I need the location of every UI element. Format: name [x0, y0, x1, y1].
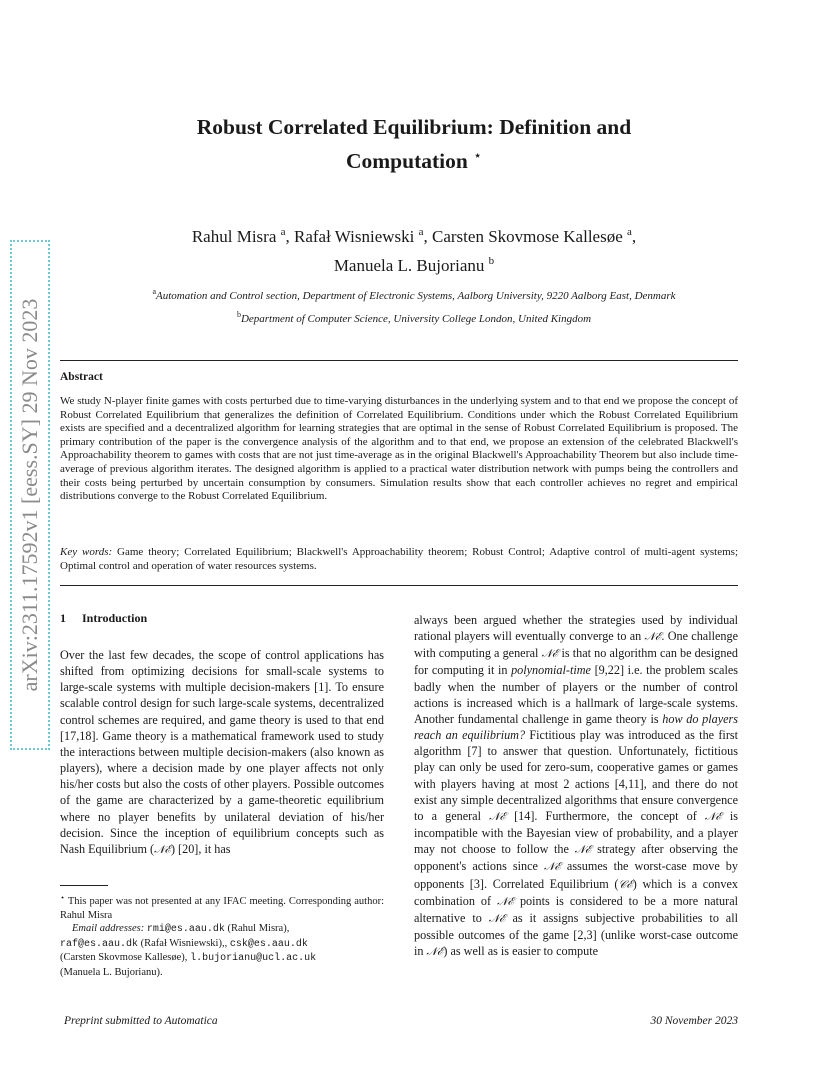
- ne-symbol: 𝒩ℰ: [541, 647, 559, 661]
- title-line-1: Robust Correlated Equilibrium: Definition and: [196, 115, 632, 139]
- abstract-text: We study N-player finite games with costs perturbed due to time-varying disturbances in the underlying system and to that end we propose the concept of Robust Correlated Equilibrium that generalizes the definition of Correlated Equilibrium. Conditions under which the Robust Correlated Equilibrium exists are specified and a decentralized algorithm for learning strategies that are optimal in the sense of Robust Correlated Equilibrium is proposed. The primary contribution of the paper is the convergence analysis of the algorithm and to that end, we propose an extension of the celebrated Blackwell's Approachability theorem to games with costs that are not just time-average as in the original Blackwell's Approachability Theorem but also include time-average of previous algorithm iterates. The designed algorithm is applied to a practical water distribution network with pumps being the controllers and their costs being perturbed by uncertain consumption by consumers. Simulation results show that each controller achieves no regret and empirical distributions converge to the Robust Correlated Equilibrium.: [60, 395, 738, 503]
- author-name: Rahul Misra: [191, 227, 277, 246]
- affiliation-mark: a: [152, 287, 157, 296]
- ne-symbol: 𝒩ℰ: [154, 842, 171, 856]
- ne-symbol: 𝒩ℰ: [489, 809, 506, 823]
- title-line-2: Computation: [346, 149, 468, 173]
- title-footnote-mark: ⋆: [473, 149, 482, 164]
- paragraph-text: . One challenge with computing a general: [414, 629, 738, 661]
- email-owner: (Rahul Misra),: [227, 923, 290, 935]
- paper-title: [120, 112, 708, 176]
- paragraph-text: always been argued whether the strategies used by individual rational players will eventually converge to an: [414, 613, 738, 644]
- ne-symbol: 𝒩ℰ: [497, 894, 514, 908]
- ne-symbol: 𝒩ℰ: [704, 809, 722, 823]
- footnote-text: This paper was not presented at any IFAC meeting. Corresponding author: Rahul Misra: [60, 896, 384, 921]
- arxiv-identifier: arXiv:2311.17592v1 [eess.SY] 29 Nov 2023: [17, 298, 42, 692]
- paragraph-text: ) [20], it has: [170, 841, 231, 856]
- ne-symbol: 𝒩ℰ: [488, 911, 506, 925]
- abstract-heading: Abstract: [60, 371, 103, 383]
- author-affil-mark: a: [280, 226, 286, 238]
- emphasis-text: how do players reach an equilibrium?: [414, 711, 738, 743]
- author-affil-mark: a: [418, 226, 424, 238]
- email-label: Email addresses:: [72, 923, 145, 935]
- email-address[interactable]: rmi@es.aau.dk: [146, 924, 225, 936]
- email-address[interactable]: raf@es.aau.dk: [60, 938, 139, 950]
- paragraph-text: ) as well as is easier to compute: [443, 944, 599, 959]
- author-affil-mark: a: [627, 226, 632, 238]
- keywords-label: Key words:: [60, 546, 113, 558]
- left-column-text: [60, 647, 384, 858]
- paragraph-text: strategy after observing the opponent's actions since: [414, 842, 739, 874]
- email-owner: (Carsten Skovmose Kallesøe),: [60, 952, 188, 964]
- paragraph-text: assumes the worst-case move by opponents [3]. Correlated Equilibrium (: [414, 859, 738, 891]
- paragraph-text: as it assigns subjective probabilities to all possible outcomes of the game [2,3] (unlike worst-case outcome in: [414, 910, 738, 959]
- paragraph-text: [14]. Furthermore, the concept of: [505, 808, 705, 823]
- email-address[interactable]: l.bujorianu@ucl.ac.uk: [190, 953, 317, 965]
- author-affil-mark: b: [488, 255, 495, 267]
- right-column-text: [414, 612, 738, 960]
- keywords: [60, 545, 738, 573]
- paragraph-text: is that no algorithm can be designed for computing it in: [414, 646, 738, 678]
- ne-symbol: 𝒩ℰ: [426, 945, 444, 959]
- section-title: Introduction: [82, 611, 148, 625]
- emphasis-text: polynomial-time: [511, 663, 591, 678]
- ne-symbol: 𝒩ℰ: [544, 860, 561, 874]
- footer-date: 30 November 2023: [650, 1015, 738, 1027]
- paragraph-text: ) which is a convex combination of: [414, 876, 738, 908]
- section-heading: [60, 611, 147, 626]
- affiliation-a: [60, 285, 768, 303]
- paragraph-text: [9,22] i.e. the problem scales badly when the number of players or the number of control actions is increased which is a hallmark of large-scale systems. Another fundamental challenge in game theory is: [414, 663, 738, 726]
- ne-symbol: 𝒩ℰ: [574, 843, 592, 857]
- footnote: ⋆ This paper was not presented at any IFAC meeting. Corresponding author: Rahul Misra Email addresses: rmi@es.aau.dk (Rahul Misra), raf@es.aau.dk (Rafał Wisniewski),, csk@es.aau.dk (Carsten Skovmose Kallesøe), l.bujorianu@ucl.ac.uk (Manuela L. Bujorianu).: [60, 893, 384, 978]
- author-name: Manuela L. Bujorianu: [333, 256, 485, 275]
- paragraph-text: Fictitious play was introduced as the first algorithm [7] to answer that question. Unfortunately, fictitious play can only be used for zero-sum, cooperative games or games with players having at most 2 actions [4,11], and there do not exist any simple decentralized algorithms that ensure convergence to a general: [414, 728, 739, 823]
- author-list: Rahul Misra $^a$, Rafał Wisniewski $^a$, Carsten Skovmose Kallesøe $^a$, Manuela L. Bujorianu $^b$: [191, 226, 637, 275]
- footer-preprint-note: Preprint submitted to Automatica: [64, 1015, 218, 1027]
- author-name: Rafał Wisniewski: [294, 227, 415, 246]
- email-address[interactable]: csk@es.aau.dk: [229, 938, 308, 950]
- author-name: Carsten Skovmose Kallesøe: [432, 227, 623, 246]
- affiliation-text: Automation and Control section, Department of Electronic Systems, Aalborg University, 9220 Aalborg East, Denmark: [156, 290, 676, 302]
- bottom-rule: [60, 585, 738, 586]
- ce-symbol: 𝒞ℰ: [618, 877, 633, 891]
- email-owner: (Rafał Wisniewski),: [140, 937, 225, 949]
- paragraph-text: is incompatible with the Bayesian view of probability, and a player may not choose to follow the: [414, 808, 738, 857]
- affiliation-mark: b: [236, 310, 241, 319]
- affiliation-text: Department of Computer Science, University College London, United Kingdom: [240, 313, 592, 325]
- ne-symbol: 𝒩ℰ: [644, 630, 662, 644]
- paragraph-text: Over the last few decades, the scope of control applications has shifted from optimizing decisions for small-scale systems to large-scale systems with multiple decision-makers [1]. To ensure scalable control design for such large-scale systems, decentralized control schemes are required, and game theory is used to that end [17,18]. Game theory is a mathematical framework used to study the interactions between multiple decision-makers (also known as players), where a decision made by one player affects not only his/her costs but also the costs of other players. Possible outcomes of the game are characterized by a game-theoretic equilibrium where no player benefits by unilateral deviation of his/her decision. Since the inception of equilibrium concepts such as Nash Equilibrium (: [60, 648, 384, 856]
- section-number: 1: [60, 611, 66, 625]
- keywords-text: Game theory; Correlated Equilibrium; Blackwell's Approachability theorem; Robust Control; Adaptive control of multi-agent systems; Optimal control and operation of water resources systems.: [60, 546, 738, 572]
- footnote-rule: [60, 885, 108, 886]
- footnote-star: ⋆: [60, 893, 66, 902]
- affiliation-b: [60, 308, 768, 326]
- top-rule: [60, 360, 738, 361]
- paragraph-text: points is considered to be a more natural alternative to: [414, 893, 738, 925]
- email-owner: (Manuela L. Bujorianu).: [60, 966, 163, 978]
